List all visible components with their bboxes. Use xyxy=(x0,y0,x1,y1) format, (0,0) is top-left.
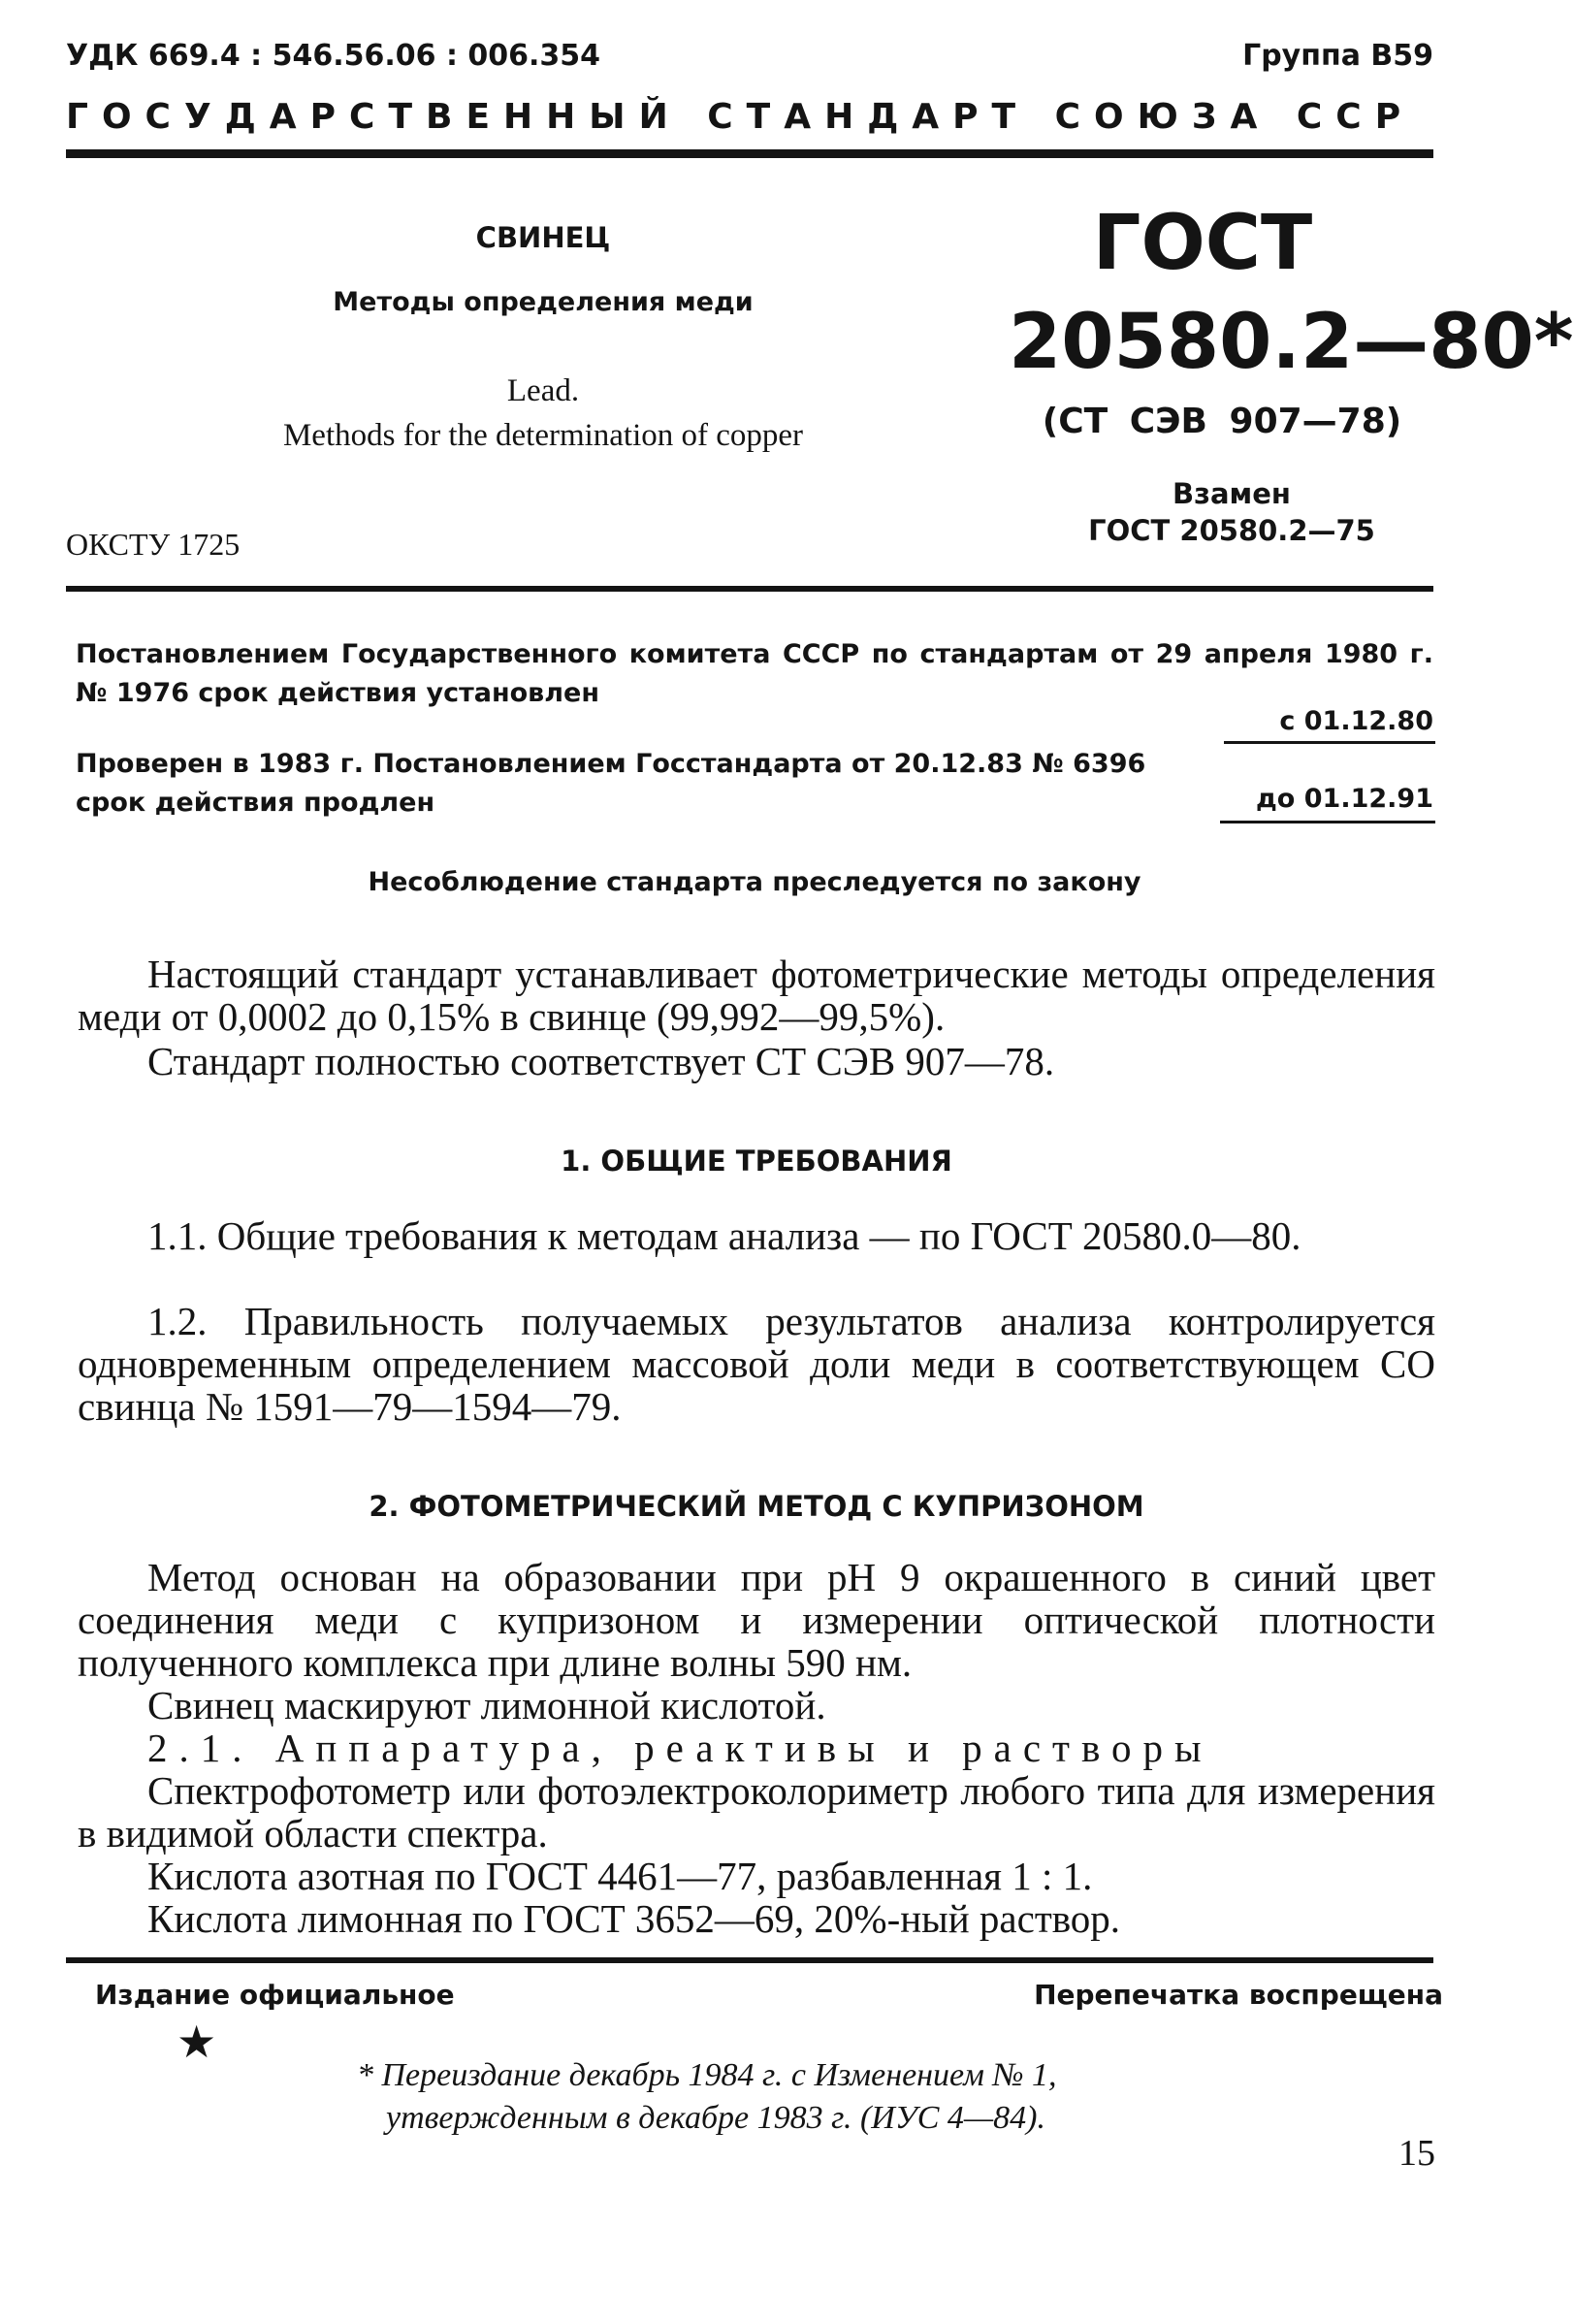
intro-paragraph-1: Настоящий стандарт устанавливает фотометрические методы определения меди от 0,0002 до 0,15% в свинце (99,992—99,5%). xyxy=(78,952,1435,1039)
star-icon: ★ xyxy=(177,2017,217,2067)
gost-label: ГОСТ xyxy=(1092,200,1313,287)
section-2-paragraph-5: Кислота азотная по ГОСТ 4461—77, разбавленная 1 : 1. xyxy=(147,1854,1093,1898)
section-1-paragraph-1: 1.1. Общие требования к методам анализа — по ГОСТ 20580.0—80. xyxy=(147,1213,1301,1258)
decree-text: Постановлением Государственного комитета СССР по стандартам от 29 апреля 1980 г. № 1976 срок действия установлен xyxy=(76,639,1433,708)
law-notice: Несоблюдение стандарта преследуется по закону xyxy=(368,867,1141,897)
group-code: Группа В59 xyxy=(1242,39,1433,73)
gost-number: 20580.2—80* xyxy=(1009,299,1574,386)
section-1-heading: 1. ОБЩИЕ ТРЕБОВАНИЯ xyxy=(561,1145,952,1178)
replaces-label: Взамен xyxy=(1172,477,1291,510)
section-2-heading: 2. ФОТОМЕТРИЧЕСКИЙ МЕТОД С КУПРИЗОНОМ xyxy=(369,1490,1144,1523)
state-standard-banner: ГОСУДАРСТВЕННЫЙ СТАНДАРТ СОЮЗА ССР xyxy=(66,97,1415,137)
from-date: с 01.12.80 xyxy=(1279,706,1433,736)
section-1-paragraph-2: 1.2. Правильность получаемых результатов анализа контролируется одновременным определением массовой доли меди в соответствующем СО свинца № 1591—79—1594—79. xyxy=(78,1299,1435,1429)
section-2-paragraph-4: Спектрофотометр или фотоэлектроколориметр любого типа для измерения в видимой области спектра. xyxy=(78,1768,1435,1856)
title-en xyxy=(194,369,892,458)
okstu-code: ОКСТУ 1725 xyxy=(66,527,241,562)
title-en-line2: Methods for the determination of copper xyxy=(282,418,804,453)
to-date: до 01.12.91 xyxy=(1256,784,1433,814)
from-date-underline xyxy=(1224,741,1435,744)
to-date-underline xyxy=(1220,821,1435,823)
header-divider xyxy=(66,149,1433,158)
reissue-note-line1: * Переиздание декабрь 1984 г. с Изменением № 1, xyxy=(357,2057,1057,2093)
intro-paragraph-2: Стандарт полностью соответствует СТ СЭВ 907—78. xyxy=(147,1039,1055,1083)
cmea-reference: (СТ СЭВ 907—78) xyxy=(1042,402,1402,441)
subtitle-ru: Методы определения меди xyxy=(333,287,754,317)
footer-divider xyxy=(66,1957,1433,1963)
reissue-note-line2: утвержденным в декабре 1983 г. (ИУС 4—84). xyxy=(386,2100,1045,2136)
title-ru: СВИНЕЦ xyxy=(475,221,611,254)
reissue-note xyxy=(357,2054,1327,2140)
reprint-prohibited-label: Перепечатка воспрещена xyxy=(1034,1979,1443,2011)
section-2-paragraph-2: Свинец маскируют лимонной кислотой. xyxy=(147,1683,826,1727)
replaces-block xyxy=(1067,475,1397,549)
section-2-paragraph-1: Метод основан на образовании при pH 9 окрашенного в синий цвет соединения меди с купризоном и измерении оптической плотности полученного комплекса при длине волны 590 нм. xyxy=(78,1555,1435,1685)
section-2-1-heading: 2.1. Аппаратура, реактивы и растворы xyxy=(147,1726,1213,1770)
section-2-paragraph-6: Кислота лимонная по ГОСТ 3652—69, 20%-ный раствор. xyxy=(147,1896,1121,1941)
page-number: 15 xyxy=(1398,2133,1435,2174)
udk-code: УДК 669.4 : 546.56.06 : 006.354 xyxy=(66,39,601,73)
official-edition-label: Издание официальное xyxy=(95,1979,455,2011)
title-en-line1: Lead. xyxy=(506,373,580,408)
replaces-value: ГОСТ 20580.2—75 xyxy=(1088,514,1375,547)
title-divider xyxy=(66,586,1433,592)
verified-text: Проверен в 1983 г. Постановлением Госстандарта от 20.12.83 № 6396 срок действия продлен xyxy=(76,749,1146,818)
